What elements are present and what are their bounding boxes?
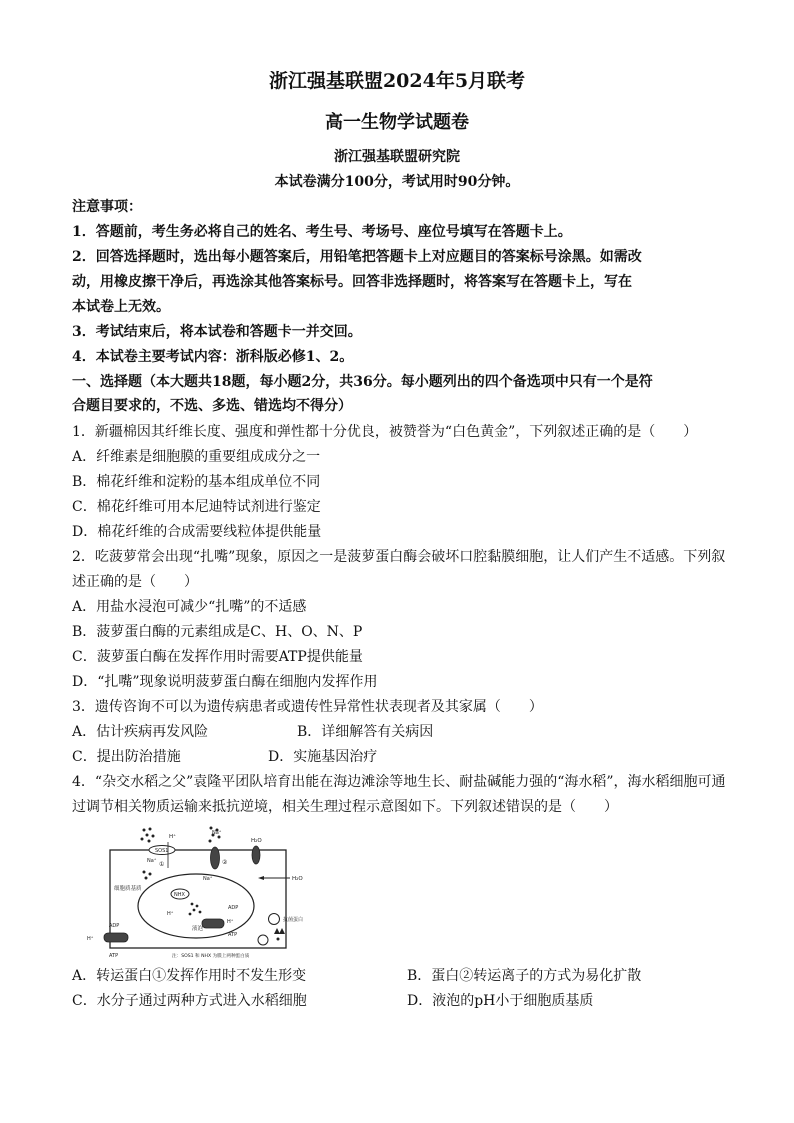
cytoplasm-label: 细胞质基质 bbox=[114, 886, 142, 892]
question-1-option-b: B．棉花纤维和淀粉的基本组成单位不同 bbox=[72, 474, 321, 490]
exocytosis-vesicle bbox=[258, 935, 268, 945]
vacuole-label: 液泡 bbox=[192, 926, 204, 932]
paper-subtitle: 高一生物学试题卷 bbox=[325, 112, 469, 133]
vacuole-pump bbox=[202, 919, 224, 928]
atp-left-label: ATP bbox=[109, 953, 119, 959]
note-line: 2．回答选择题时，选出每小题答案后，用铅笔把答题卡上对应题目的答案标号涂黑。如需改 bbox=[72, 249, 642, 265]
question-4-option-c: C．水分子通过两种方式进入水稻细胞 bbox=[72, 993, 307, 1009]
section-heading: 合题目要求的，不选、多选、错选均不得分） bbox=[72, 398, 352, 414]
exam-title: 浙江强基联盟2024年5月联考 bbox=[268, 70, 526, 92]
sos1-label: SOS1 bbox=[155, 848, 169, 854]
note-line: 3．考试结束后，将本试卷和答题卡一并交回。 bbox=[72, 324, 362, 340]
question-3-option-d: D．实施基因治疗 bbox=[268, 749, 378, 765]
na-top-label: Na⁺ bbox=[212, 830, 222, 836]
na-vacuole-label: Na⁺ bbox=[203, 876, 213, 882]
h-plus-top-label: H⁺ bbox=[169, 834, 177, 840]
question-3-option-b: B．详细解答有关病因 bbox=[297, 724, 434, 740]
institute-name: 浙江强基联盟研究院 bbox=[334, 149, 460, 165]
adp-vacuole-label: ADP bbox=[228, 905, 239, 911]
question-3-stem: 3．遗传咨询不可以为遗传病患者或遗传性异常性状表现者及其家属（ ） bbox=[72, 699, 543, 715]
section-heading: 一、选择题（本大题共18题，每小题2分，共36分。每小题列出的四个备选项中只有一个是符 bbox=[72, 374, 653, 390]
aquaporin bbox=[252, 846, 260, 864]
note-line: 动，用橡皮擦干净后，再选涂其他答案标号。回答非选择题时，将答案写在答题卡上，写在 bbox=[72, 274, 632, 290]
note-line: 1．答题前，考生务必将自己的姓名、考生号、考场号、座位号填写在答题卡上。 bbox=[72, 224, 572, 240]
h-plus-vacuole-label: H⁺ bbox=[167, 911, 174, 917]
protein-vesicle bbox=[269, 914, 280, 925]
question-4-stem: 过调节相关物质运输来抵抗逆境，相关生理过程示意图如下。下列叙述错误的是（ ） bbox=[72, 799, 618, 815]
question-1-option-d: D．棉花纤维的合成需要线粒体提供能量 bbox=[72, 524, 322, 540]
question-2-option-d: D．“扎嘴”现象说明菠萝蛋白酶在细胞内发挥作用 bbox=[72, 674, 378, 690]
question-1-option-c: C．棉花纤维可用本尼迪特试剂进行鉴定 bbox=[72, 499, 321, 515]
na-particles-top bbox=[141, 827, 221, 843]
question-1-stem: 1．新疆棉因其纤维长度、强度和弹性都十分优良，被赞誉为“白色黄金”，下列叙述正确的是（ ） bbox=[72, 424, 698, 440]
question-2-option-c: C．菠萝蛋白酶在发挥作用时需要ATP提供能量 bbox=[72, 649, 363, 665]
question-4-option-b: B．蛋白②转运离子的方式为易化扩散 bbox=[407, 968, 642, 984]
figure-note: 注：SOS1 和 NHX 为膜上两种蛋白质 bbox=[172, 954, 250, 959]
question-1-option-a: A．纤维素是细胞膜的重要组成成分之一 bbox=[72, 449, 321, 465]
nhx-label: NHX bbox=[174, 892, 185, 898]
question-2-option-b: B．菠萝蛋白酶的元素组成是C、H、O、N、P bbox=[72, 624, 363, 640]
h2o-top-label: H₂O bbox=[251, 838, 262, 844]
question-4-option-a: A．转运蛋白①发挥作用时不发生形变 bbox=[72, 968, 307, 984]
h-plus-vacuole2-label: H⁺ bbox=[227, 919, 234, 925]
membrane-pump bbox=[104, 933, 128, 942]
protein-label: 抗菌蛋白 bbox=[283, 917, 304, 923]
question-2-stem: 述正确的是（ ） bbox=[72, 574, 198, 590]
question-2-stem: 2．吃菠萝常会出现“扎嘴”现象，原因之一是菠萝蛋白酶会破坏口腔黏膜细胞，让人们产生不适感。下列叙 bbox=[72, 549, 726, 565]
circle2-label: ② bbox=[222, 859, 228, 866]
cell-membrane bbox=[110, 850, 286, 948]
question-2-option-a: A．用盐水浸泡可减少“扎嘴”的不适感 bbox=[72, 599, 307, 615]
protein-2 bbox=[211, 847, 220, 869]
na-in-label: Na⁺ bbox=[147, 858, 157, 864]
exam-info: 本试卷满分100分，考试用时90分钟。 bbox=[274, 174, 520, 190]
h-plus-left-label: H⁺ bbox=[87, 936, 94, 942]
question-4-stem: 4．“杂交水稻之父”袁隆平团队培育出能在海边滩涂等地生长、耐盐碱能力强的“海水稻”，海水稻细胞可通 bbox=[72, 774, 726, 790]
question-3-option-c: C．提出防治措施 bbox=[72, 749, 181, 765]
question-4-option-d: D．液泡的pH小于细胞质基质 bbox=[407, 993, 594, 1009]
h2o-right-label: H₂O bbox=[292, 876, 303, 882]
adp-left-label: ADP bbox=[109, 923, 120, 929]
note-line: 4．本试卷主要考试内容：浙科版必修1、2。 bbox=[72, 349, 354, 365]
question-3-option-a: A．估计疾病再发风险 bbox=[72, 724, 209, 740]
note-line: 本试卷上无效。 bbox=[72, 299, 170, 315]
circle1-label: ① bbox=[159, 861, 165, 868]
rice-cell-diagram bbox=[84, 824, 316, 962]
atp-vacuole-label: ATP bbox=[228, 932, 238, 938]
notes-heading: 注意事项： bbox=[72, 199, 142, 215]
